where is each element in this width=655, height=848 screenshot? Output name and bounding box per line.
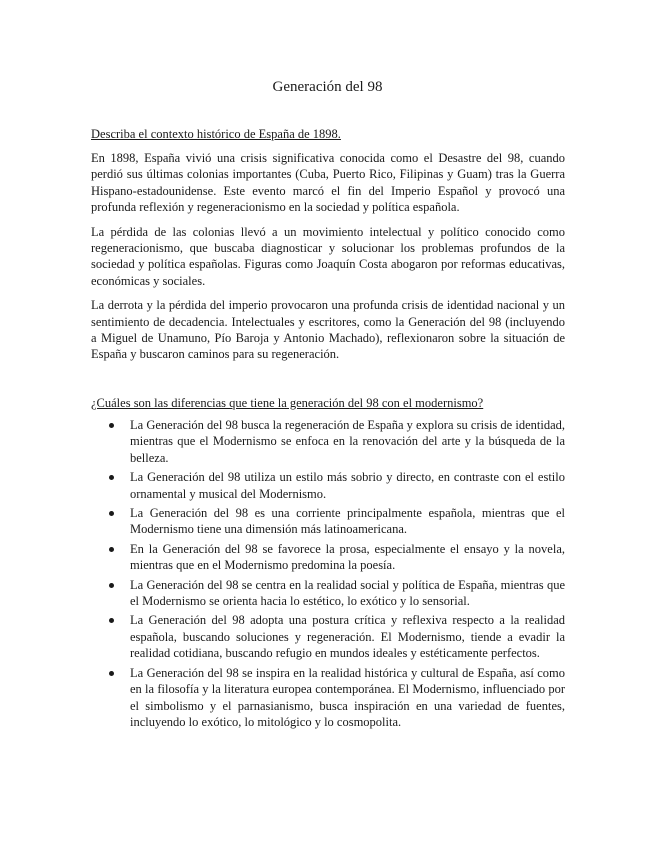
- section-differences: [91, 396, 565, 733]
- bullet-icon: [109, 475, 114, 480]
- bullet-icon: [109, 618, 114, 623]
- list-item: [91, 541, 565, 574]
- question-heading: Describa el contexto histórico de España de 1898.: [91, 127, 341, 141]
- page-title: Generación del 98: [272, 79, 383, 95]
- list-item: [91, 577, 565, 610]
- paragraph: La derrota y la pérdida del imperio provocaron una profunda crisis de identidad nacional y un sentimiento de decadencia. Intelectuales y escritores, como la Generación del 98 (incluyendo a Miguel de Unamuno, Pío Baroja y Antonio Machado), reflexionaron sobre la situación de España y buscaron caminos para su regeneración.: [91, 298, 565, 362]
- bullet-icon: [109, 671, 114, 676]
- list-item-text: La Generación del 98 busca la regeneración de España y explora su crisis de identidad, mientras que el Modernismo se enfoca en la renovación del arte y la búsqueda de la belleza.: [130, 418, 565, 465]
- list-item-text: La Generación del 98 utiliza un estilo más sobrio y directo, en contraste con el estilo ornamental y musical del Modernismo.: [130, 470, 565, 501]
- section-context: [91, 127, 565, 363]
- bullet-icon: [109, 511, 114, 516]
- bullet-icon: [109, 547, 114, 552]
- bullet-icon: [109, 583, 114, 588]
- list-item: [91, 417, 565, 466]
- list-item: [91, 612, 565, 661]
- paragraph: En 1898, España vivió una crisis significativa conocida como el Desastre del 98, cuando perdió sus últimas colonias importantes (Cuba, Puerto Rico, Filipinas y Guam) tras la Guerra Hispano-estadounidense. Este evento marcó el fin del Imperio Español y provocó una profunda reflexión y regeneracionismo en la sociedad y política española.: [91, 151, 565, 215]
- list-item-text: En la Generación del 98 se favorece la prosa, especialmente el ensayo y la novela, mientras que en el Modernismo predomina la poesía.: [130, 541, 565, 573]
- list-item: [91, 665, 565, 731]
- list-item-text: La Generación del 98 es una corriente principalmente española, mientras que el Modernismo tiene una dimensión más latinoamericana.: [130, 506, 565, 537]
- question-heading: ¿Cuáles son las diferencias que tiene la generación del 98 con el modernismo?: [91, 396, 484, 410]
- list-item-text: La Generación del 98 adopta una postura crítica y reflexiva respecto a la realidad española, buscando soluciones y regeneración. El Modernismo, tiende a evadir la realidad cotidiana, buscando refugio en mundos ideales y estéticamente perfectos.: [130, 613, 565, 661]
- list-item: [91, 469, 565, 502]
- list-item-text: La Generación del 98 se inspira en la realidad histórica y cultural de España, así como en la filosofía y la literatura europea contemporánea. El Modernismo, influenciado por el simbolismo y el parnasianismo, busca inspiración en una variedad de fuentes, incluyendo lo exótico, lo mitológico y lo cosmopolita.: [130, 665, 565, 729]
- list-item-text: La Generación del 98 se centra en la realidad social y política de España, mientras que el Modernismo se orienta hacia lo estético, lo exótico y lo sensorial.: [130, 577, 565, 609]
- list-item: [91, 505, 565, 538]
- paragraph: La pérdida de las colonias llevó a un movimiento intelectual y político conocido como regeneracionismo, que buscaba diagnosticar y solucionar los problemas profundos de la sociedad y política españolas. Figuras como Joaquín Costa abogaron por reformas educativas, económicas y sociales.: [91, 224, 565, 288]
- differences-list: [91, 417, 565, 730]
- bullet-icon: [109, 423, 114, 428]
